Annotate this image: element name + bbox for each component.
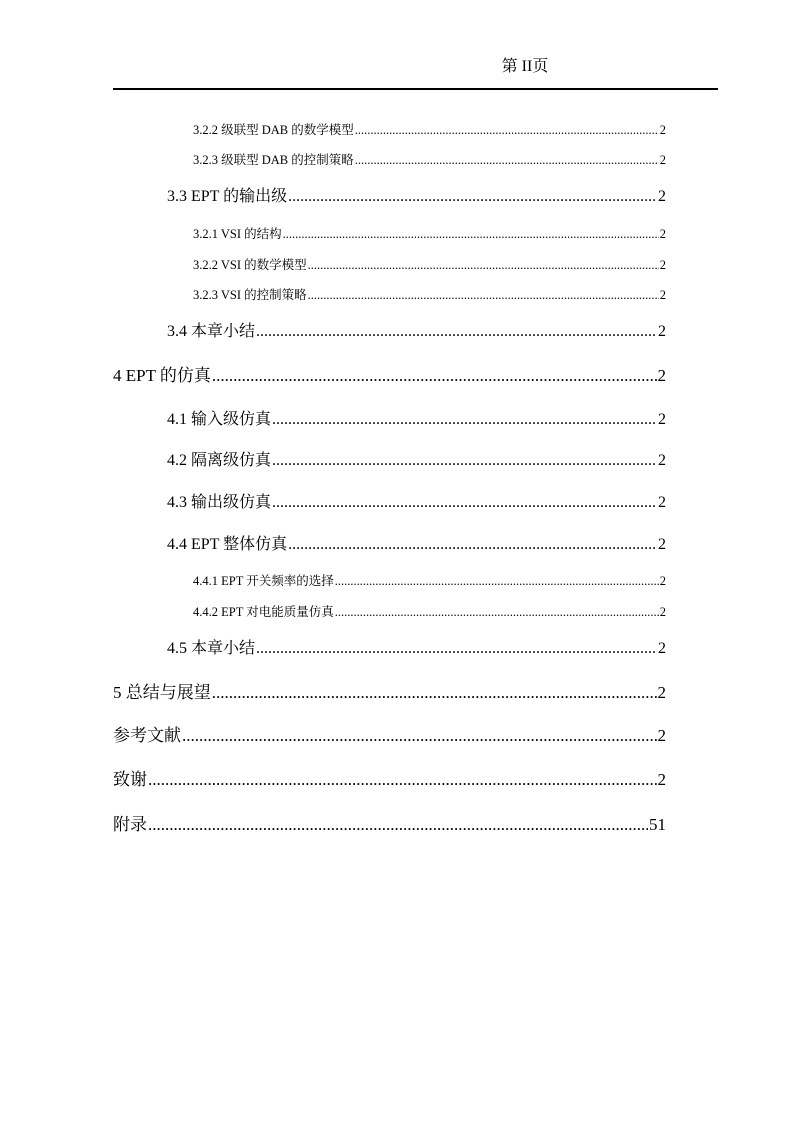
toc-entry[interactable]: [193, 257, 666, 273]
toc-dot-leader: [283, 226, 659, 242]
toc-entry[interactable]: [193, 152, 666, 168]
toc-entry-title: 4.4.2 EPT 对电能质量仿真: [193, 605, 334, 619]
toc-entry-page: 2: [659, 605, 666, 619]
toc-entry[interactable]: [113, 681, 666, 705]
toc-entry[interactable]: [113, 724, 666, 748]
toc-entry-title: 3.2.1 VSI 的结构: [193, 227, 282, 241]
toc-dot-leader: [212, 364, 657, 388]
toc-dot-leader: [355, 152, 659, 168]
toc-entry[interactable]: [167, 186, 666, 208]
toc-dot-leader: [308, 287, 659, 303]
toc-entry[interactable]: [167, 450, 666, 472]
toc-entry[interactable]: [113, 768, 666, 792]
toc-entry[interactable]: [193, 287, 666, 303]
toc-entry-page: 2: [659, 574, 666, 588]
toc-dot-leader: [355, 122, 659, 138]
toc-entry-page: 2: [658, 494, 666, 511]
toc-entry-page: 2: [658, 323, 666, 340]
toc-entry-page: 2: [658, 452, 666, 469]
toc-entry-title: 3.3 EPT 的输出级: [167, 188, 288, 205]
toc-entry[interactable]: [193, 573, 666, 589]
toc-entry-page: 2: [659, 258, 666, 272]
toc-entry-title: 参考文献: [113, 726, 181, 745]
toc-entry-title: 3.2.2 VSI 的数学模型: [193, 258, 307, 272]
toc-entry-page: 2: [657, 683, 666, 702]
toc-entry-page: 2: [658, 640, 666, 657]
toc-dot-leader: [335, 573, 659, 589]
toc-entry[interactable]: [167, 534, 666, 556]
toc-entry-title: 4.2 隔离级仿真: [167, 452, 272, 469]
toc-entry-page: 2: [658, 536, 666, 553]
toc-entry-page: 51: [649, 815, 666, 834]
toc-entry-title: 3.2.3 VSI 的控制策略: [193, 288, 307, 302]
toc-entry[interactable]: [167, 492, 666, 514]
toc-entry[interactable]: [167, 321, 666, 343]
toc-entry[interactable]: [193, 122, 666, 138]
toc-entry[interactable]: [193, 226, 666, 242]
toc-dot-leader: [272, 450, 657, 472]
toc-entry-title: 4.3 输出级仿真: [167, 494, 272, 511]
toc-entry-title: 3.4 本章小结: [167, 323, 256, 340]
toc-dot-leader: [148, 768, 657, 792]
toc-dot-leader: [288, 534, 657, 556]
toc-entry[interactable]: [113, 813, 666, 837]
toc-dot-leader: [272, 409, 657, 431]
toc-dot-leader: [308, 257, 659, 273]
toc-entry[interactable]: [193, 604, 666, 620]
toc-entry-title: 4 EPT 的仿真: [113, 366, 211, 385]
toc-entry-page: 2: [659, 288, 666, 302]
toc-dot-leader: [272, 492, 657, 514]
toc-entry-title: 5 总结与展望: [113, 683, 211, 702]
toc-entry-page: 2: [659, 227, 666, 241]
toc-entry-title: 3.2.3 级联型 DAB 的控制策略: [193, 153, 354, 167]
toc-dot-leader: [182, 724, 657, 748]
toc-entry-page: 2: [659, 153, 666, 167]
toc-dot-leader: [256, 321, 657, 343]
page-number-label: 第 II页: [501, 58, 549, 75]
toc-dot-leader: [256, 638, 657, 660]
toc-entry[interactable]: [167, 409, 666, 431]
toc-entry[interactable]: [167, 638, 666, 660]
toc-entry-title: 致谢: [113, 770, 147, 789]
toc-entry-title: 4.5 本章小结: [167, 640, 256, 657]
toc-entry-page: 2: [657, 770, 666, 789]
toc-entry-title: 3.2.2 级联型 DAB 的数学模型: [193, 123, 354, 137]
toc-entry[interactable]: [113, 364, 666, 388]
toc-dot-leader: [212, 681, 657, 705]
toc-entry-title: 4.1 输入级仿真: [167, 411, 272, 428]
toc-entry-title: 4.4.1 EPT 开关频率的选择: [193, 574, 334, 588]
toc-entry-page: 2: [659, 123, 666, 137]
toc-dot-leader: [288, 186, 657, 208]
toc-dot-leader: [335, 604, 659, 620]
toc-entry-page: 2: [658, 411, 666, 428]
toc-entry-page: 2: [657, 366, 666, 385]
toc-dot-leader: [148, 813, 648, 837]
toc-entry-title: 附录: [113, 815, 147, 834]
toc-entry-page: 2: [657, 726, 666, 745]
toc-entry-title: 4.4 EPT 整体仿真: [167, 536, 288, 553]
toc-entry-page: 2: [658, 188, 666, 205]
